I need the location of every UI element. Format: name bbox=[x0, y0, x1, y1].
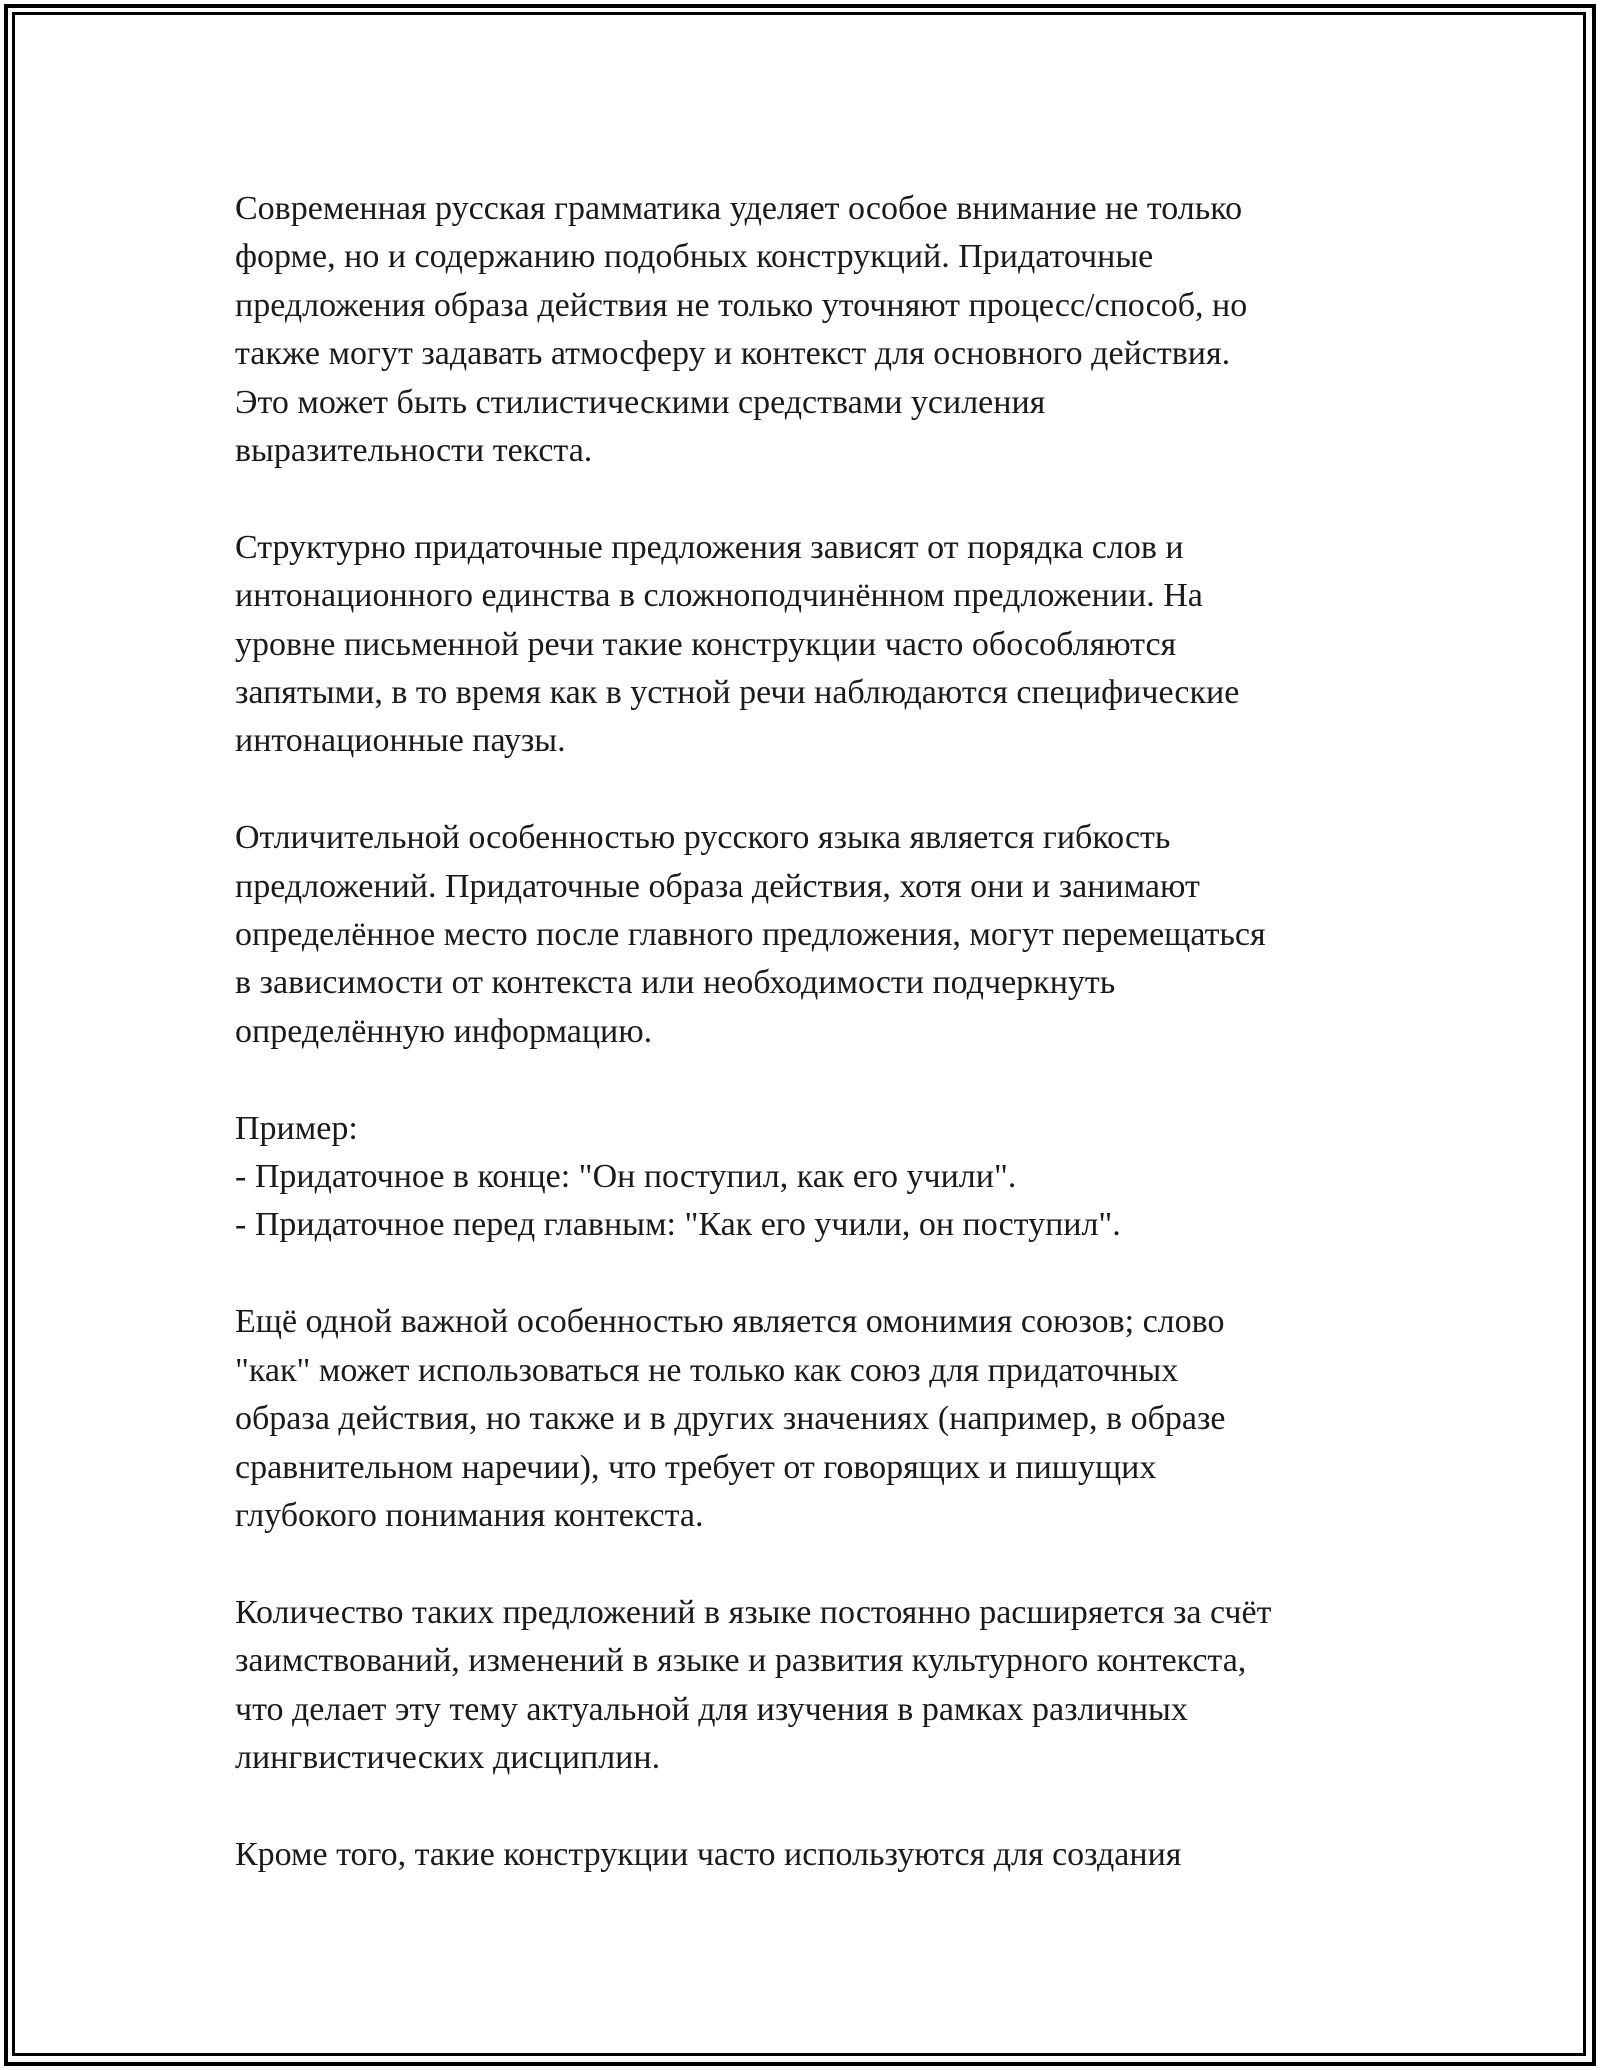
paragraph-continuation: Кроме того, такие конструкции часто используются для создания bbox=[235, 1835, 1182, 1873]
example-block bbox=[235, 1105, 1375, 1250]
example-heading: Пример: bbox=[235, 1109, 358, 1147]
paragraph-structure: Структурно придаточные предложения зависят от порядка слов и интонационного единства в сложноподчинённом предложении. На уровне письменной речи такие конструкции часто обособляются запятыми, в то время как в устной речи наблюдаются специфические интонационные паузы. bbox=[235, 528, 1240, 760]
paragraph-grammar-intro: Современная русская грамматика уделяет особое внимание не только форме, но и содержанию подобных конструкций. Придаточные предложения образа действия не только уточняют процесс/способ, но также могут задавать атмосферу и контекст для основного действия. Это может быть стилистическими средствами усиления выразительности текста. bbox=[235, 190, 1248, 470]
example-item: - Придаточное перед главным: "Как его учили, он поступил". bbox=[235, 1206, 1121, 1244]
paragraph-homonymy: Ещё одной важной особенностью является омонимия союзов; слово "как" может использоваться не только как союз для придаточных образа действия, но также и в других значениях (например, в образе сравнительном наречии), что требует от говорящих и пишущих глубокого понимания контекста. bbox=[235, 1303, 1226, 1534]
paragraph-flexibility: Отличительной особенностью русского языка является гибкость предложений. Придаточные образа действия, хотя они и занимают определённое место после главного предложения, могут перемещаться в зависимости от контекста или необходимости подчеркнуть определённую информацию. bbox=[235, 819, 1266, 1050]
document-body bbox=[235, 185, 1375, 1928]
example-item: - Придаточное в конце: "Он поступил, как его учили". bbox=[235, 1158, 1017, 1196]
paragraph-expansion: Количество таких предложений в языке постоянно расширяется за счёт заимствований, изменений в языке и развития культурного контекста, что делает эту тему актуальной для изучения в рамках различных лингвистических дисциплин. bbox=[235, 1593, 1272, 1776]
